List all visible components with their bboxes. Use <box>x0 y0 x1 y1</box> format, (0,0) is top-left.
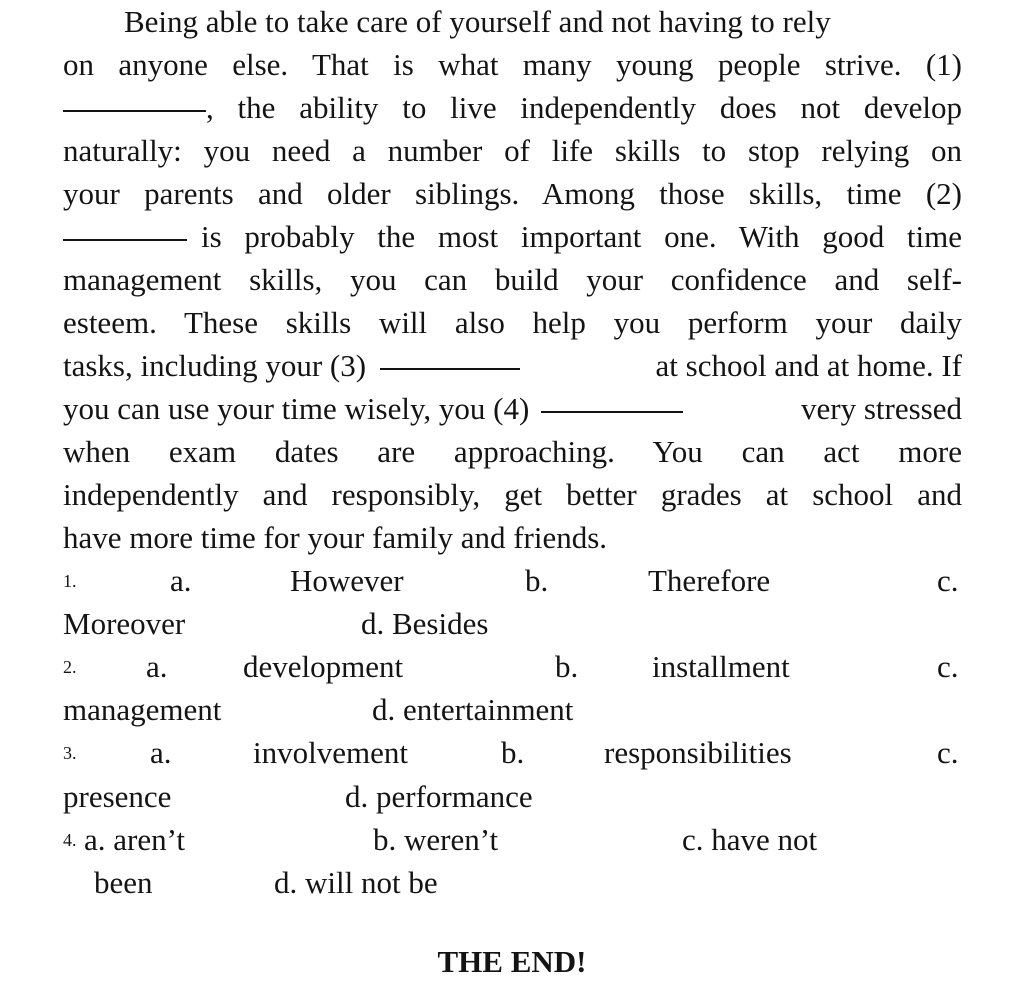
question-1-number: 1. <box>63 571 77 591</box>
question-3-option-a-label: a. <box>150 735 172 770</box>
blank-3 <box>380 344 520 370</box>
question-4-option-a: a. aren’t <box>84 822 185 857</box>
question-3-option-b-label: b. <box>501 735 525 770</box>
question-2-option-b: installment <box>652 649 790 684</box>
question-3-option-a: involvement <box>253 735 408 770</box>
question-2-option-c-label: c. <box>937 649 959 684</box>
the-end-heading: THE END! <box>437 944 587 979</box>
question-2-option-b-label: b. <box>555 649 579 684</box>
passage-line-8: esteem. These skills will also help you perform your daily <box>63 305 962 340</box>
question-1-option-c: Moreover <box>63 606 186 641</box>
question-4-option-d: d. will not be <box>274 865 438 900</box>
passage-line-6-text: is probably the most important one. With good time <box>201 219 962 254</box>
passage-line-9 <box>63 344 962 387</box>
passage-line-3 <box>63 86 962 129</box>
question-3-option-d: d. performance <box>345 779 533 814</box>
passage-line-12: independently and responsibly, get better grades at school and <box>63 477 962 512</box>
passage-line-10-end: very stressed <box>801 391 962 426</box>
question-4-option-c: c. have not <box>682 822 818 857</box>
passage-line-10 <box>63 387 962 430</box>
question-1-option-d: d. Besides <box>361 606 489 641</box>
blank-2 <box>63 215 187 241</box>
question-1-option-c-label: c. <box>937 563 959 598</box>
question-4-option-c-continued: been <box>94 865 153 900</box>
question-4-number: 4. <box>63 830 77 850</box>
blank-1 <box>63 86 206 112</box>
question-2-option-d: d. entertainment <box>372 692 574 727</box>
question-2-option-a-label: a. <box>146 649 168 684</box>
blank-4 <box>541 387 683 413</box>
question-2-number: 2. <box>63 657 77 677</box>
passage-line-10-start: you can use your time wisely, you (4) <box>63 391 530 426</box>
passage-line-11: when exam dates are approaching. You can act more <box>63 434 962 469</box>
passage-line-13: have more time for your family and friends. <box>63 520 608 555</box>
question-1-option-b-label: b. <box>525 563 549 598</box>
question-4-option-b: b. weren’t <box>373 822 499 857</box>
passage-line-5: your parents and older siblings. Among those skills, time (2) <box>63 176 962 211</box>
question-3-number: 3. <box>63 743 77 763</box>
passage-line-4: naturally: you need a number of life skills to stop relying on <box>63 133 962 168</box>
passage-line-6 <box>63 215 962 258</box>
passage-line-7: management skills, you can build your confidence and self- <box>63 262 962 297</box>
question-1-option-b: Therefore <box>648 563 771 598</box>
question-3-option-c: presence <box>63 779 172 814</box>
question-2-option-a: development <box>243 649 404 684</box>
question-2-option-c: management <box>63 692 222 727</box>
question-1-option-a: However <box>290 563 404 598</box>
passage-line-2: on anyone else. That is what many young people strive. (1) <box>63 47 962 82</box>
passage-line-9-start: tasks, including your (3) <box>63 348 367 383</box>
question-3-option-b: responsibilities <box>604 735 792 770</box>
passage-line-3-text: , the ability to live independently does not develop <box>206 90 962 125</box>
question-3-option-c-label: c. <box>937 735 959 770</box>
question-1-option-a-label: a. <box>170 563 192 598</box>
passage-line-1: Being able to take care of yourself and not having to rely <box>124 4 831 39</box>
passage-line-9-end: at school and at home. If <box>655 348 962 383</box>
